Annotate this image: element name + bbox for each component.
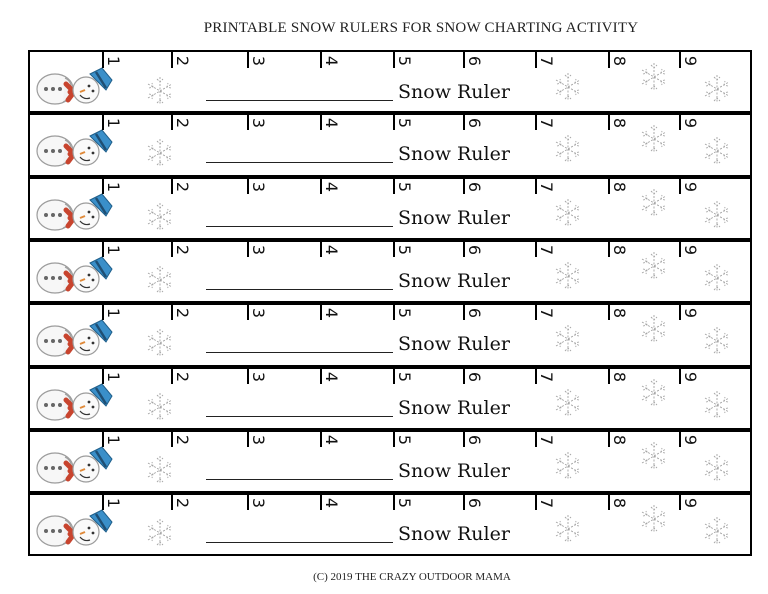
ruler-number: 2 [173,117,192,129]
snowflake-icon [703,134,731,172]
ruler-number: 4 [322,244,341,256]
snowflake-icon [146,200,174,238]
ruler-number: 1 [104,181,123,193]
ruler-number: 8 [610,55,629,67]
name-blank-line [206,289,393,290]
snowflake-icon [554,512,582,550]
snowman-icon [34,382,116,428]
copyright-footer: (C) 2019 THE CRAZY OUTDOOR MAMA [313,571,511,583]
name-blank-line [206,100,393,101]
snowflake-icon [554,322,582,360]
ruler-number: 4 [322,307,341,319]
ruler-number: 9 [681,371,700,383]
ruler-number: 7 [537,55,556,67]
snowflake-icon [703,388,731,426]
snow-ruler [30,52,750,113]
snow-ruler [30,114,750,176]
ruler-number: 2 [173,55,192,67]
ruler-number: 6 [465,117,484,129]
ruler-label: Snow Ruler [398,523,510,545]
ruler-number: 2 [173,244,192,256]
ruler-number: 1 [104,434,123,446]
ruler-number: 1 [104,244,123,256]
name-blank-line [206,226,393,227]
snowflake-icon [554,386,582,424]
snowman-icon [34,128,116,174]
ruler-number: 4 [322,497,341,509]
ruler-number: 8 [610,307,629,319]
ruler-number: 4 [322,181,341,193]
ruler-number: 3 [249,181,268,193]
ruler-label: Snow Ruler [398,397,510,419]
snowflake-icon [146,263,174,301]
ruler-number: 3 [249,371,268,383]
snowflake-icon [640,60,668,98]
ruler-number: 1 [104,117,123,129]
ruler-number: 3 [249,434,268,446]
snowflake-icon [640,122,668,160]
snow-ruler [30,304,750,366]
snow-ruler [30,241,750,302]
snow-ruler [30,431,750,492]
ruler-number: 6 [465,307,484,319]
ruler-number: 5 [395,371,414,383]
snowflake-icon [554,259,582,297]
ruler-number: 2 [173,371,192,383]
ruler-number: 9 [681,434,700,446]
snowflake-icon [554,70,582,108]
snowflake-icon [554,449,582,487]
ruler-number: 5 [395,181,414,193]
ruler-number: 8 [610,497,629,509]
ruler-number: 2 [173,497,192,509]
ruler-number: 4 [322,117,341,129]
snowflake-icon [554,132,582,170]
ruler-divider [30,428,750,432]
ruler-number: 1 [104,55,123,67]
ruler-divider [30,111,750,115]
ruler-label: Snow Ruler [398,333,510,355]
snowflake-icon [146,390,174,428]
ruler-label: Snow Ruler [398,207,510,229]
ruler-number: 4 [322,371,341,383]
snowman-icon [34,445,116,491]
ruler-number: 3 [249,55,268,67]
snowman-icon [34,192,116,238]
snowflake-icon [640,502,668,540]
ruler-divider [30,175,750,179]
ruler-number: 5 [395,307,414,319]
ruler-number: 7 [537,371,556,383]
snowflake-icon [640,249,668,287]
ruler-label: Snow Ruler [398,81,510,103]
ruler-number: 6 [465,434,484,446]
ruler-divider [30,491,750,495]
snowflake-icon [146,516,174,554]
snowman-icon [34,318,116,364]
snowflake-icon [703,198,731,236]
snowflake-icon [146,136,174,174]
name-blank-line [206,416,393,417]
ruler-number: 4 [322,434,341,446]
ruler-number: 9 [681,497,700,509]
ruler-number: 5 [395,497,414,509]
snowflake-icon [146,74,174,112]
ruler-number: 2 [173,434,192,446]
snowflake-icon [703,261,731,299]
ruler-number: 7 [537,434,556,446]
ruler-number: 5 [395,434,414,446]
snowflake-icon [703,72,731,110]
ruler-number: 7 [537,244,556,256]
ruler-label: Snow Ruler [398,460,510,482]
snowflake-icon [554,196,582,234]
name-blank-line [206,162,393,163]
ruler-divider [30,301,750,305]
snowflake-icon [146,326,174,364]
ruler-number: 6 [465,497,484,509]
snowflake-icon [640,312,668,350]
page-title: PRINTABLE SNOW RULERS FOR SNOW CHARTING ACTIVITY [203,20,639,36]
ruler-number: 1 [104,371,123,383]
ruler-number: 8 [610,117,629,129]
ruler-label: Snow Ruler [398,270,510,292]
name-blank-line [206,542,393,543]
snow-ruler [30,368,750,429]
ruler-number: 6 [465,55,484,67]
ruler-number: 5 [395,117,414,129]
ruler-number: 2 [173,307,192,319]
name-blank-line [206,479,393,480]
ruler-number: 9 [681,117,700,129]
ruler-number: 6 [465,181,484,193]
snowflake-icon [146,453,174,491]
ruler-number: 2 [173,181,192,193]
ruler-number: 4 [322,55,341,67]
snow-ruler [30,178,750,239]
snowflake-icon [640,376,668,414]
ruler-divider [30,365,750,369]
ruler-number: 7 [537,117,556,129]
snow-ruler [30,494,750,556]
ruler-number: 5 [395,55,414,67]
ruler-divider [30,238,750,242]
rulers-sheet [28,50,752,556]
snowflake-icon [703,324,731,362]
ruler-number: 9 [681,181,700,193]
ruler-label: Snow Ruler [398,143,510,165]
name-blank-line [206,352,393,353]
ruler-number: 3 [249,497,268,509]
ruler-number: 8 [610,371,629,383]
ruler-number: 3 [249,244,268,256]
snowflake-icon [703,451,731,489]
ruler-number: 7 [537,497,556,509]
ruler-number: 9 [681,244,700,256]
ruler-number: 7 [537,181,556,193]
ruler-number: 8 [610,181,629,193]
ruler-number: 3 [249,117,268,129]
ruler-number: 9 [681,55,700,67]
snowflake-icon [640,186,668,224]
ruler-number: 1 [104,497,123,509]
ruler-number: 6 [465,244,484,256]
ruler-number: 7 [537,307,556,319]
snowman-icon [34,255,116,301]
snowflake-icon [703,514,731,552]
ruler-number: 8 [610,244,629,256]
ruler-number: 5 [395,244,414,256]
ruler-number: 6 [465,371,484,383]
ruler-number: 9 [681,307,700,319]
ruler-number: 3 [249,307,268,319]
snowman-icon [34,508,116,554]
snowflake-icon [640,439,668,477]
ruler-number: 1 [104,307,123,319]
snowman-icon [34,66,116,112]
ruler-number: 8 [610,434,629,446]
